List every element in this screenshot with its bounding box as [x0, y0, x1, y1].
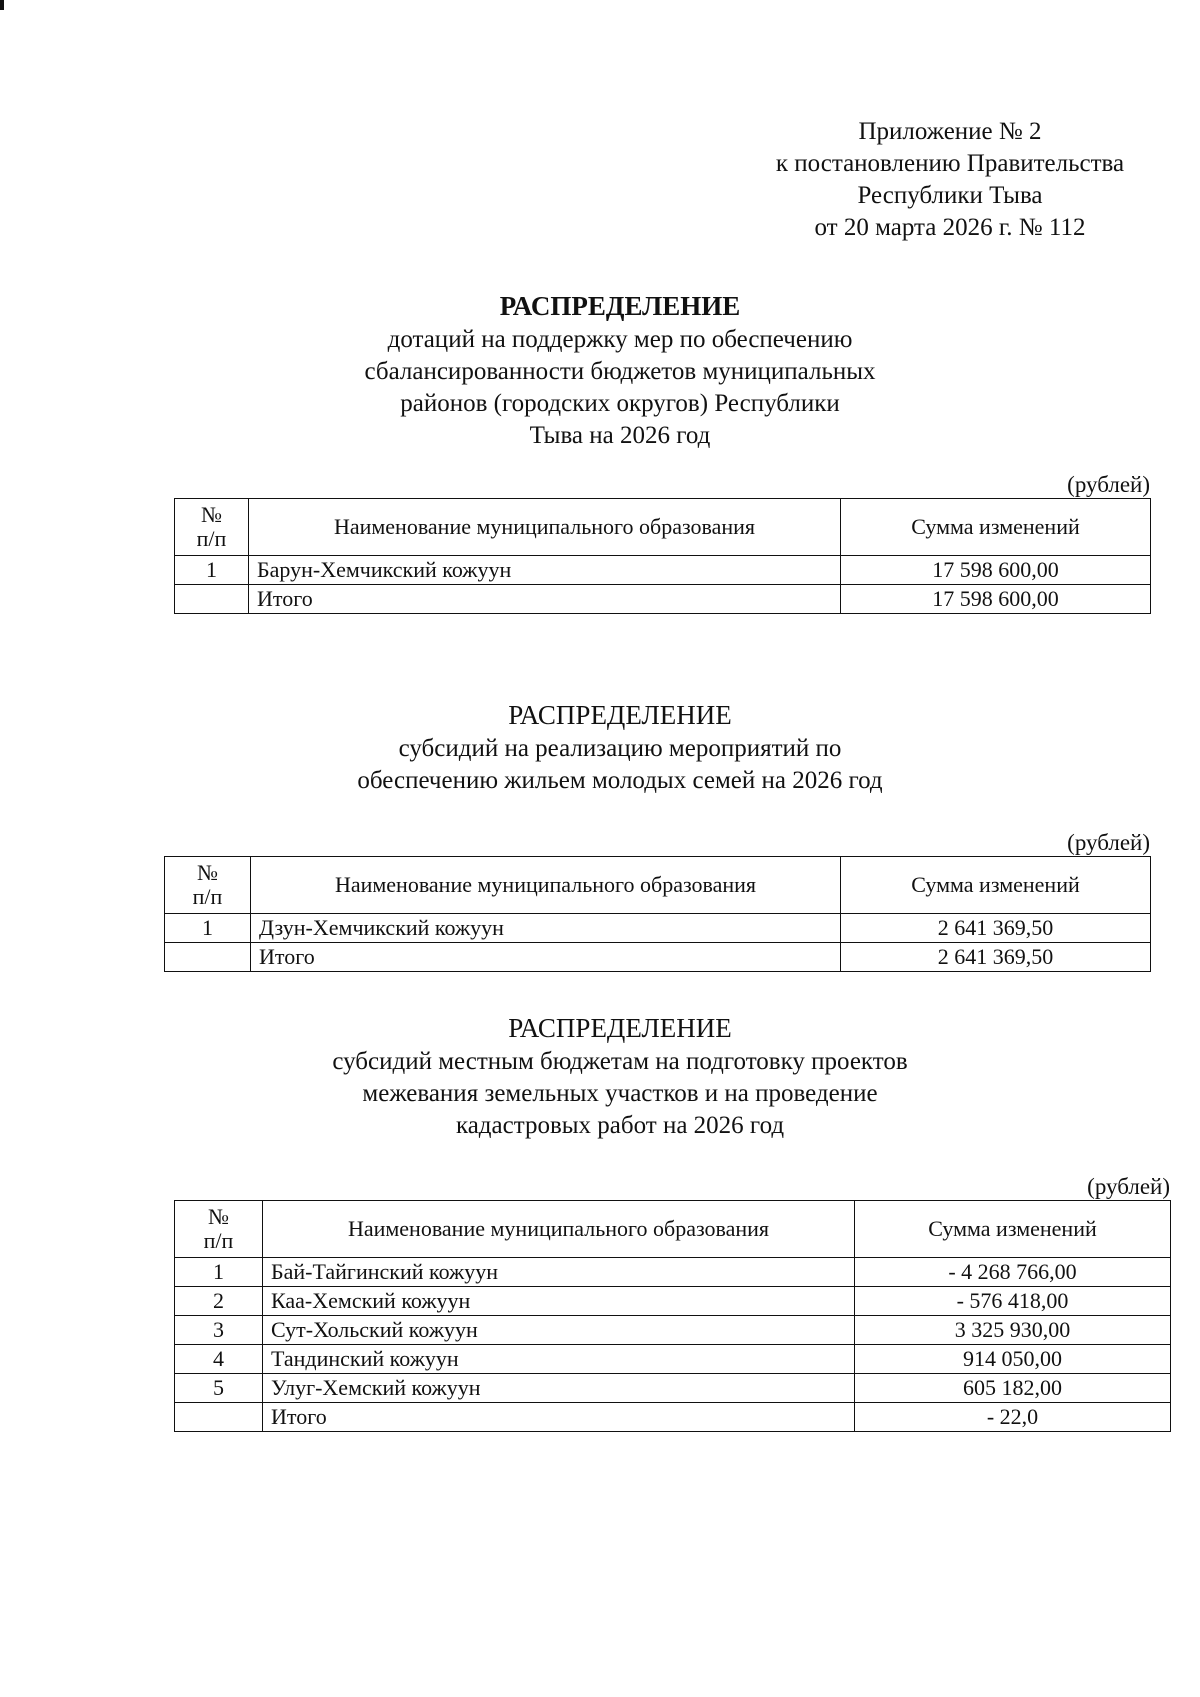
- appendix-header: [760, 116, 1140, 244]
- section-2-heading: РАСПРЕДЕЛЕНИЕ: [508, 700, 732, 730]
- row-num: [175, 585, 249, 614]
- row-name: Итого: [263, 1403, 855, 1432]
- row-sum: 914 050,00: [855, 1345, 1171, 1374]
- row-sum: - 4 268 766,00: [855, 1258, 1171, 1287]
- table-total-row: [175, 585, 1151, 614]
- scan-mark: [0, 0, 4, 10]
- num-header-line: №: [208, 1204, 229, 1229]
- num-header-line: №: [201, 502, 222, 527]
- row-sum: 2 641 369,50: [841, 943, 1151, 972]
- row-sum: - 22,0: [855, 1403, 1171, 1432]
- section-1-subtitle-line: Тыва на 2026 год: [529, 422, 711, 449]
- column-header-name: Наименование муниципального образования: [263, 1201, 855, 1258]
- row-sum: 17 598 600,00: [841, 585, 1151, 614]
- row-num: 4: [175, 1345, 263, 1374]
- section-1-subtitle-line: районов (городских округов) Республики: [400, 390, 840, 417]
- table-header-row: [165, 857, 1151, 914]
- appendix-reference: к постановлению Правительства: [775, 150, 1125, 177]
- table-header-row: [175, 1201, 1171, 1258]
- num-header-line: №: [197, 860, 218, 885]
- column-header-num: [175, 1201, 263, 1258]
- column-header-sum: Сумма изменений: [855, 1201, 1171, 1258]
- section-2-subtitle-line: обеспечению жильем молодых семей на 2026 год: [357, 767, 883, 794]
- section-3-subtitle-line: субсидий местным бюджетам на подготовку проектов: [332, 1048, 908, 1075]
- section-3-title: [290, 1010, 950, 1142]
- num-header-line: п/п: [192, 884, 223, 909]
- section-1-title: [300, 288, 940, 452]
- row-name: Барун-Хемчикский кожуун: [249, 556, 841, 585]
- num-header-line: п/п: [203, 1228, 234, 1253]
- row-num: 3: [175, 1316, 263, 1345]
- num-header-line: п/п: [196, 526, 227, 551]
- appendix-number: Приложение № 2: [858, 118, 1042, 145]
- row-name: Итого: [249, 585, 841, 614]
- appendix-republic: Республики Тыва: [857, 182, 1043, 209]
- section-1-unit: (рублей): [1067, 472, 1150, 497]
- section-1-subtitle-line: сбалансированности бюджетов муниципальных: [364, 358, 876, 385]
- row-sum: 3 325 930,00: [855, 1316, 1171, 1345]
- row-name: Каа-Хемский кожуун: [263, 1287, 855, 1316]
- table-row: [175, 1374, 1171, 1403]
- row-sum: 605 182,00: [855, 1374, 1171, 1403]
- section-3-unit: (рублей): [1087, 1174, 1170, 1199]
- section-3-table: [174, 1200, 1171, 1432]
- table-header-row: [175, 499, 1151, 556]
- section-1-heading: РАСПРЕДЕЛЕНИЕ: [499, 291, 741, 321]
- table-total-row: [165, 943, 1151, 972]
- column-header-name: Наименование муниципального образования: [251, 857, 841, 914]
- row-num: 2: [175, 1287, 263, 1316]
- row-name: Тандинский кожуун: [263, 1345, 855, 1374]
- table-row: [175, 1316, 1171, 1345]
- row-name: Итого: [251, 943, 841, 972]
- table-row: [175, 1345, 1171, 1374]
- row-name: Сут-Хольский кожуун: [263, 1316, 855, 1345]
- row-name: Дзун-Хемчикский кожуун: [251, 914, 841, 943]
- section-2-unit: (рублей): [1067, 830, 1150, 855]
- section-2-subtitle-line: субсидий на реализацию мероприятий по: [398, 735, 842, 762]
- row-name: Улуг-Хемский кожуун: [263, 1374, 855, 1403]
- row-sum: 17 598 600,00: [841, 556, 1151, 585]
- section-1-subtitle-line: дотаций на поддержку мер по обеспечению: [387, 326, 853, 353]
- row-sum: - 576 418,00: [855, 1287, 1171, 1316]
- row-num: [165, 943, 251, 972]
- row-name: Бай-Тайгинский кожуун: [263, 1258, 855, 1287]
- row-num: 1: [165, 914, 251, 943]
- row-num: 1: [175, 556, 249, 585]
- appendix-date: от 20 марта 2026 г. № 112: [814, 214, 1086, 241]
- row-num: [175, 1403, 263, 1432]
- column-header-num: [165, 857, 251, 914]
- section-1-table: [174, 498, 1151, 614]
- column-header-num: [175, 499, 249, 556]
- section-2-table: [164, 856, 1151, 972]
- table-row: [165, 914, 1151, 943]
- table-row: [175, 556, 1151, 585]
- section-3-subtitle-line: межевания земельных участков и на проведение: [362, 1080, 878, 1107]
- table-row: [175, 1287, 1171, 1316]
- section-3-heading: РАСПРЕДЕЛЕНИЕ: [508, 1013, 732, 1043]
- row-num: 1: [175, 1258, 263, 1287]
- row-sum: 2 641 369,50: [841, 914, 1151, 943]
- table-total-row: [175, 1403, 1171, 1432]
- section-3-subtitle-line: кадастровых работ на 2026 год: [455, 1112, 785, 1139]
- column-header-sum: Сумма изменений: [841, 857, 1151, 914]
- column-header-name: Наименование муниципального образования: [249, 499, 841, 556]
- section-2-title: [300, 697, 940, 797]
- row-num: 5: [175, 1374, 263, 1403]
- table-row: [175, 1258, 1171, 1287]
- column-header-sum: Сумма изменений: [841, 499, 1151, 556]
